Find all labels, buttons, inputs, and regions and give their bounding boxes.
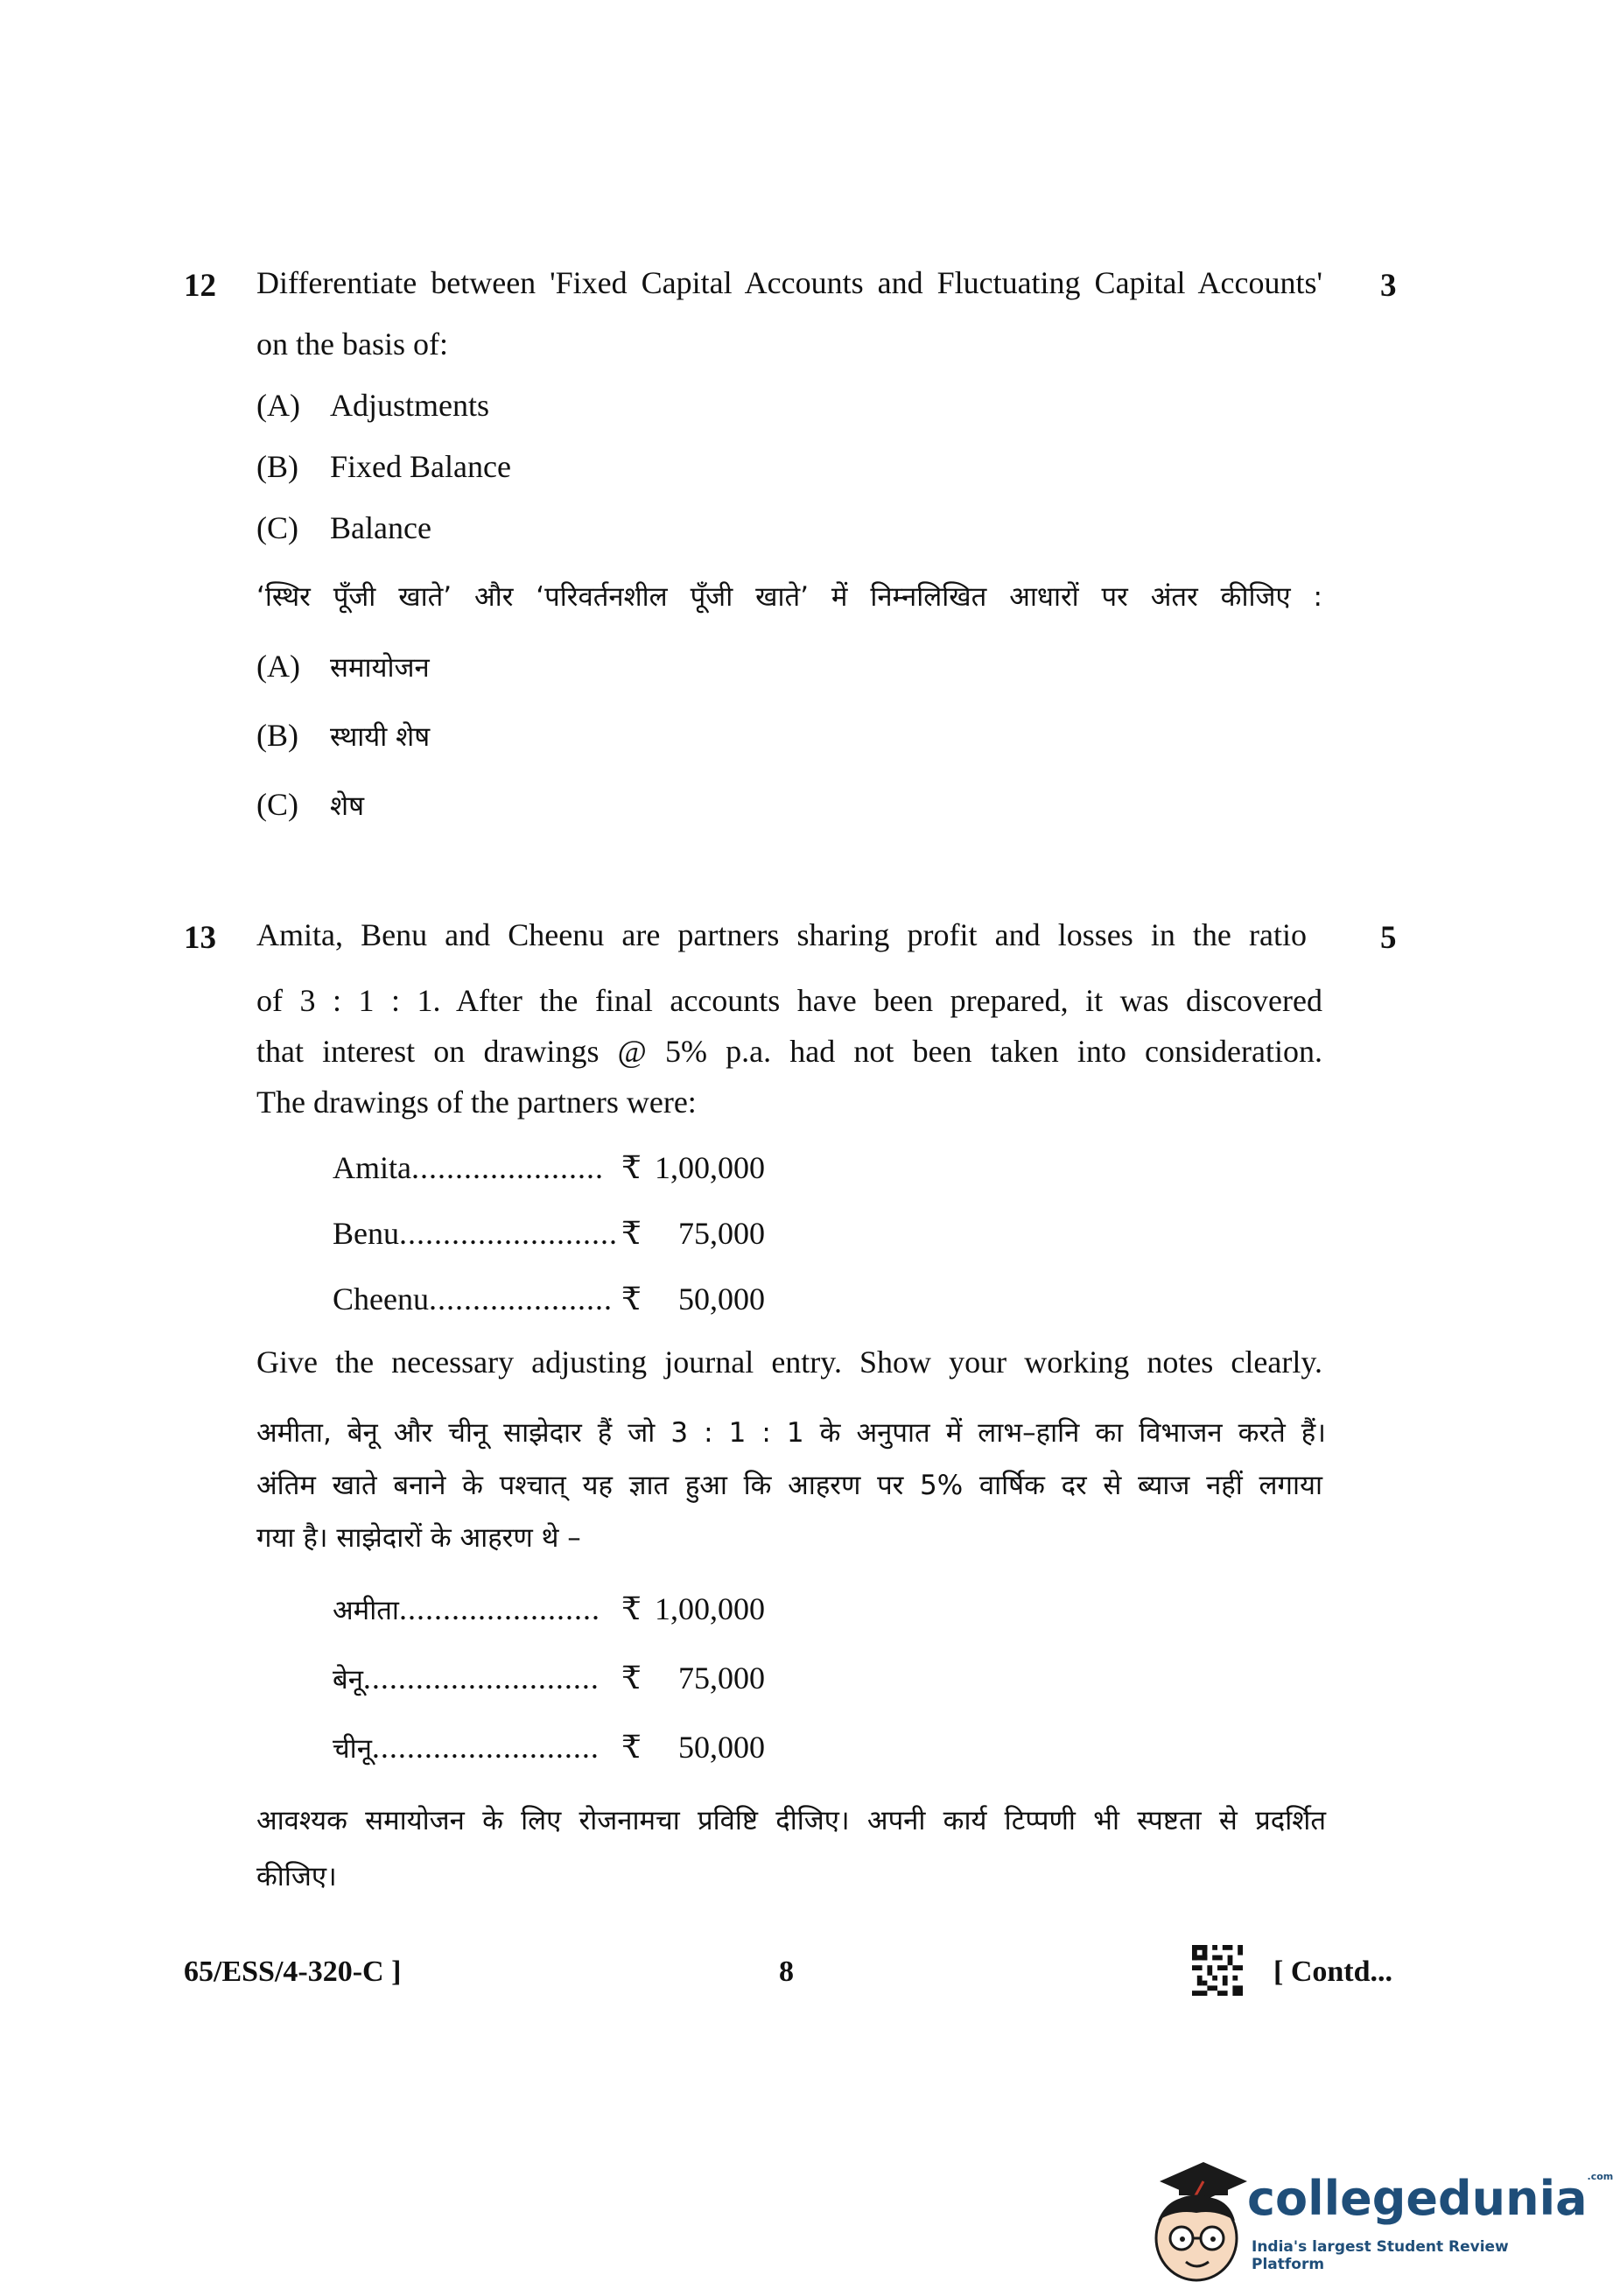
q12-hindi-option-a <box>256 650 430 682</box>
drawing-amount: 75,000 <box>678 1216 765 1251</box>
q13-hindi-line3: गया है। साझेदारों के आहरण थे – <box>256 1522 581 1554</box>
hindi-drawing-row-amita <box>333 1590 765 1628</box>
brand-logo[interactable] <box>1247 2171 1613 2226</box>
drawing-row-benu <box>333 1215 765 1252</box>
mascot-icon <box>1142 2155 1256 2286</box>
drawing-amount: 50,000 <box>678 1730 765 1765</box>
option-label: (B) <box>256 449 298 484</box>
q12-hindi-text: ‘स्थिर पूँजी खाते’ और ‘परिवर्तनशील पूँजी खाते’ में निम्नलिखित आधारों पर अंतर कीजिए : <box>256 581 1322 613</box>
q12-text-line2: on the basis of: <box>256 326 448 362</box>
drawing-amount: 75,000 <box>678 1661 765 1696</box>
q12-option-a <box>256 390 489 421</box>
q13-text-line4: The drawings of the partners were: <box>256 1085 697 1120</box>
option-text: Balance <box>330 510 431 545</box>
option-text: शेष <box>330 790 364 822</box>
option-text: समायोजन <box>330 652 430 684</box>
leader-dots: ........................... <box>362 1661 600 1696</box>
q13-text-line3: that interest on drawings @ 5% p.a. had not been taken into consideration. <box>256 1034 1322 1069</box>
hindi-drawing-row-cheenu <box>333 1729 765 1766</box>
option-text: Adjustments <box>330 388 490 423</box>
leader-dots: ......................... <box>399 1216 618 1251</box>
partner-name: अमीता <box>333 1595 399 1626</box>
partner-name: चीनू <box>333 1733 372 1765</box>
option-label: (A) <box>256 649 300 684</box>
q12-option-b <box>256 451 511 482</box>
paper-code: 65/ESS/4-320-C ] <box>184 1955 402 1988</box>
qr-code-icon <box>1192 1945 1243 1996</box>
q13-hindi-instruction-line2: कीजिए। <box>256 1861 337 1892</box>
q13-number: 13 <box>184 920 216 956</box>
option-label: (C) <box>256 787 298 822</box>
leader-dots: .......................... <box>371 1730 600 1765</box>
contd-label: [ Contd... <box>1273 1955 1393 1988</box>
partner-name: Benu <box>333 1216 399 1251</box>
q12-text-line1: Differentiate between 'Fixed Capital Accounts and Fluctuating Capital Accounts' <box>256 265 1322 300</box>
q12-marks: 3 <box>1380 268 1397 304</box>
option-label: (C) <box>256 510 298 545</box>
hindi-drawing-row-benu <box>333 1660 765 1697</box>
page-number: 8 <box>779 1955 794 1988</box>
leader-dots: ...................... <box>410 1150 604 1185</box>
rupee-icon: ₹ <box>621 1216 642 1251</box>
drawing-amount: 1,00,000 <box>655 1591 765 1626</box>
rupee-icon: ₹ <box>621 1661 642 1696</box>
leader-dots: ..................... <box>428 1281 613 1317</box>
q13-hindi-instruction-line1: आवश्यक समायोजन के लिए रोजनामचा प्रविष्टि दीजिए। अपनी कार्य टिप्पणी भी स्पष्टता से प्रदर्शित <box>256 1805 1326 1836</box>
option-text: स्थायी शेष <box>330 721 431 753</box>
partner-name: Cheenu <box>333 1281 429 1317</box>
rupee-icon: ₹ <box>621 1150 642 1185</box>
q13-instruction: Give the necessary adjusting journal entry. Show your working notes clearly. <box>256 1345 1322 1380</box>
brand-tagline: India's largest Student Review Platform <box>1252 2238 1509 2273</box>
q12-hindi-option-c <box>256 789 364 820</box>
q12-option-c <box>256 512 431 544</box>
drawing-row-cheenu <box>333 1281 765 1317</box>
partner-name: Amita <box>333 1150 411 1185</box>
q13-hindi-line2: अंतिम खाते बनाने के पश्चात् यह ज्ञात हुआ कि आहरण पर 5% वार्षिक दर से ब्याज नहीं लगाया <box>256 1470 1322 1501</box>
drawing-row-amita <box>333 1149 765 1186</box>
drawing-amount: 1,00,000 <box>655 1150 765 1185</box>
rupee-icon: ₹ <box>621 1281 642 1317</box>
option-text: Fixed Balance <box>330 449 511 484</box>
brand-suffix: .com <box>1587 2171 1613 2182</box>
q12-hindi-option-b <box>256 720 430 751</box>
q13-text-line2: of 3 : 1 : 1. After the final accounts have been prepared, it was discovered <box>256 983 1322 1018</box>
q13-hindi-line1: अमीता, बेनू और चीनू साझेदार हैं जो 3 : 1 : 1 के अनुपात में लाभ–हानि का विभाजन करते हैं। <box>256 1417 1326 1449</box>
rupee-icon: ₹ <box>621 1591 642 1626</box>
q13-marks: 5 <box>1380 920 1397 956</box>
q12-number: 12 <box>184 268 216 304</box>
partner-name: बेनू <box>333 1664 363 1696</box>
rupee-icon: ₹ <box>621 1730 642 1765</box>
option-label: (B) <box>256 718 298 753</box>
leader-dots: ....................... <box>398 1591 600 1626</box>
brand-name: collegedunia <box>1247 2171 1588 2226</box>
q13-text-line1: Amita, Benu and Cheenu are partners sharing profit and losses in the ratio <box>256 917 1307 952</box>
drawing-amount: 50,000 <box>678 1281 765 1317</box>
option-label: (A) <box>256 388 300 423</box>
